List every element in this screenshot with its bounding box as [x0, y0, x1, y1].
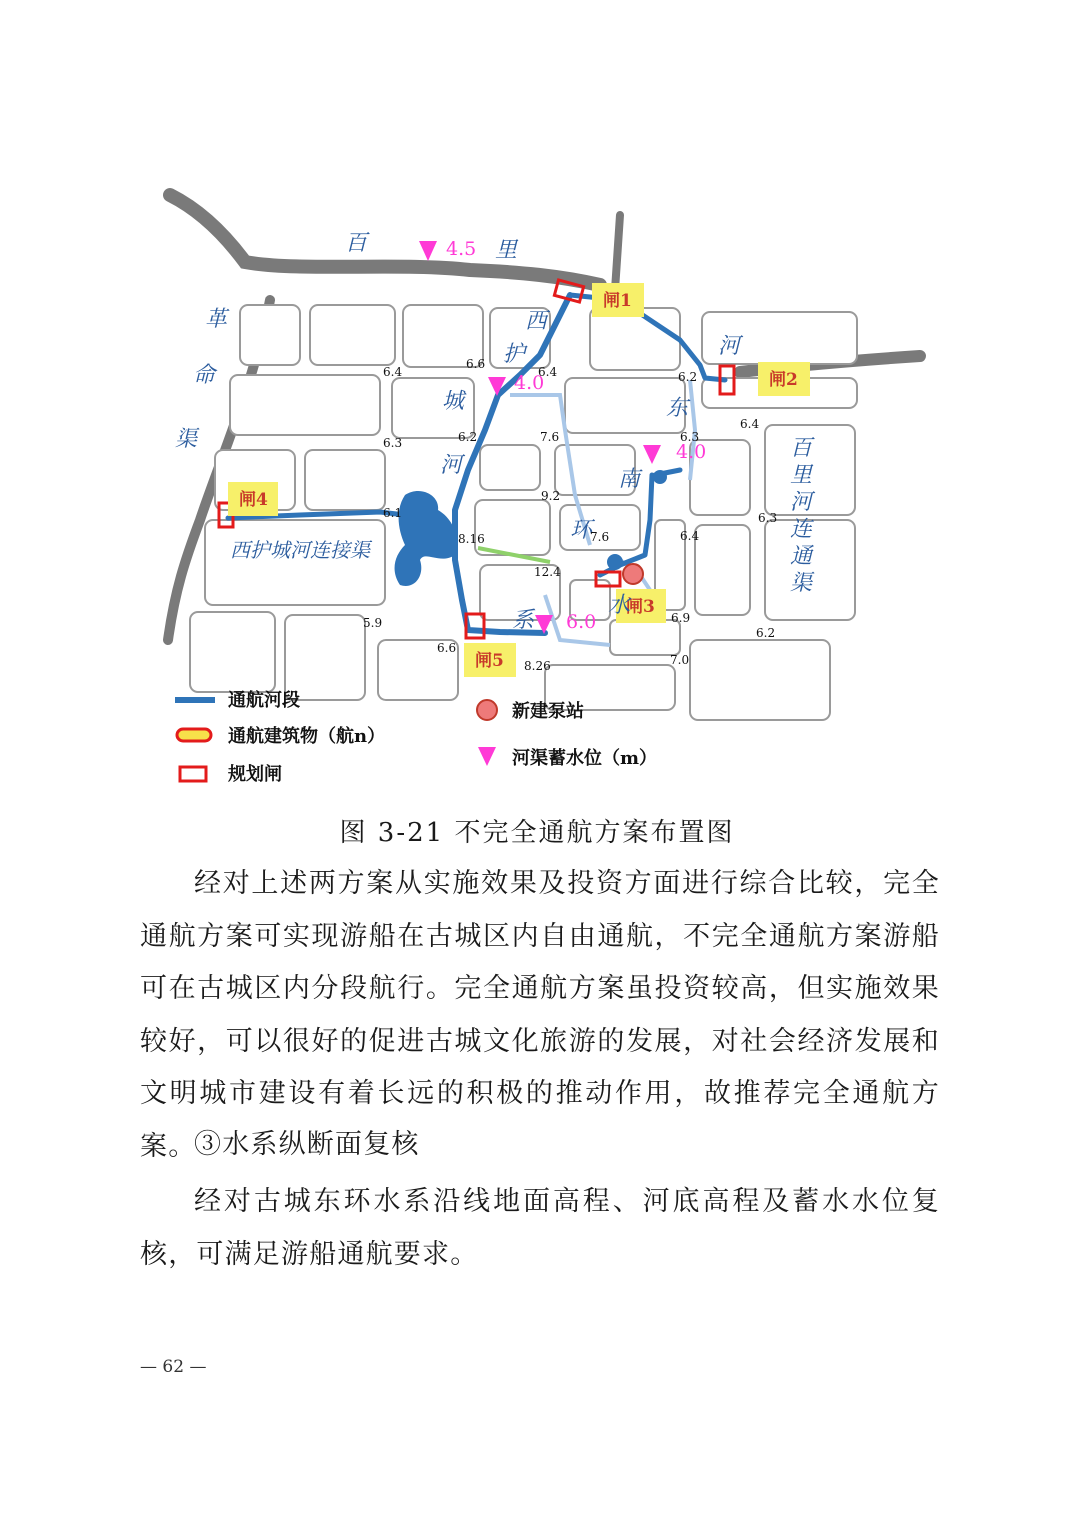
legend-navigation-reach: 通航河段	[228, 690, 300, 711]
elev-14: 6.4	[680, 529, 700, 543]
elev-3: 6.4	[538, 365, 558, 379]
figure-caption: 图 3-21 不完全通航方案布置图	[339, 818, 735, 848]
elev-2: 6.6	[466, 357, 486, 371]
connector-canal-label: 西护城河连接渠	[230, 538, 370, 562]
elev-21: 8.26	[524, 659, 551, 673]
east-canal-2: 里	[790, 463, 813, 488]
west-moat-3: 城	[442, 389, 465, 414]
elev-13: 7.6	[590, 530, 610, 544]
page-number: — 62 —	[140, 1357, 207, 1377]
elev-16: 12.4	[534, 565, 561, 579]
canal-north-2: 里	[495, 238, 518, 263]
elev-18: 6.6	[437, 641, 457, 655]
body-paragraph-1-text: 经对上述两方案从实施效果及投资方面进行综合比较，完全通航方案可实现游船在古城区内自由通航，不完全通航方案游船可在古城区内分段航行。完全通航方案虽投资较高，但实施效果较好，可以很好的促进古城文化旅游的发展，对社会经济发展和文明城市建设有着长远的积极的推动作用，故推荐完全通航方案。	[140, 868, 940, 1162]
gate-label-2: 闸2	[769, 370, 798, 390]
west-moat-2: 护	[503, 342, 526, 367]
legend-navigation-structure: 通航建筑物（航n）	[228, 726, 386, 747]
body-paragraph-2	[140, 1176, 940, 1281]
elev-22: 7.0	[670, 653, 690, 667]
gate-label-4: 闸4	[239, 490, 268, 510]
gate-label-3: 闸3	[626, 597, 655, 617]
east-moat-2: 东	[666, 396, 689, 421]
elev-6: 6.2	[458, 430, 478, 444]
east-canal-3: 河	[790, 490, 813, 515]
east-ring-3: 水	[608, 593, 631, 618]
canal-north-1: 百	[345, 231, 368, 256]
east-ring-1: 环	[570, 518, 593, 543]
east-ring-2: 系	[512, 608, 535, 633]
elev-5: 6.3	[383, 436, 403, 450]
gate-label-5: 闸5	[475, 651, 504, 671]
elev-19: 6.9	[671, 611, 691, 625]
elev-20: 6.2	[756, 626, 776, 640]
east-canal-5: 通	[790, 544, 813, 569]
legend-water-level: 河渠蓄水位（m）	[512, 748, 658, 769]
elev-8: 6.3	[680, 430, 700, 444]
elev-4: 6.2	[678, 370, 698, 384]
canal-west-3: 渠	[175, 427, 198, 452]
layout-map	[160, 180, 940, 800]
elev-11: 6.1	[383, 506, 403, 520]
east-canal-4: 连	[790, 517, 813, 542]
canal-west-2: 命	[193, 363, 216, 388]
east-canal-1: 百	[790, 436, 813, 461]
section-subheading: ③水系纵断面复核	[194, 1129, 420, 1160]
elev-1: 6.4	[383, 365, 403, 379]
elev-12: 8.16	[458, 532, 485, 546]
body-paragraph-2-text: 经对古城东环水系沿线地面高程、河底高程及蓄水水位复核，可满足游船通航要求。	[140, 1186, 940, 1270]
water-level-3: 4.0	[676, 441, 707, 463]
elev-17: 5.9	[363, 616, 383, 630]
east-moat-3: 南	[618, 467, 641, 492]
water-level-4: 6.0	[566, 611, 597, 633]
gate-label-1: 闸1	[603, 291, 632, 311]
elev-10: 9.2	[541, 489, 561, 503]
canal-west-1: 革	[205, 307, 228, 332]
elev-9: 6.4	[740, 417, 760, 431]
water-level-1: 4.5	[446, 238, 477, 260]
water-level-2: 4.0	[514, 372, 545, 394]
west-moat-4: 河	[440, 453, 463, 478]
east-canal-6: 渠	[790, 571, 813, 596]
pump-station-marker	[623, 564, 643, 584]
legend-planned-gate: 规划闸	[228, 764, 282, 785]
west-moat-1: 西	[525, 309, 548, 334]
elev-7: 7.6	[540, 430, 560, 444]
legend-new-pump: 新建泵站	[512, 701, 584, 722]
east-moat-1: 河	[718, 334, 741, 359]
elev-15: 6.3	[758, 511, 778, 525]
